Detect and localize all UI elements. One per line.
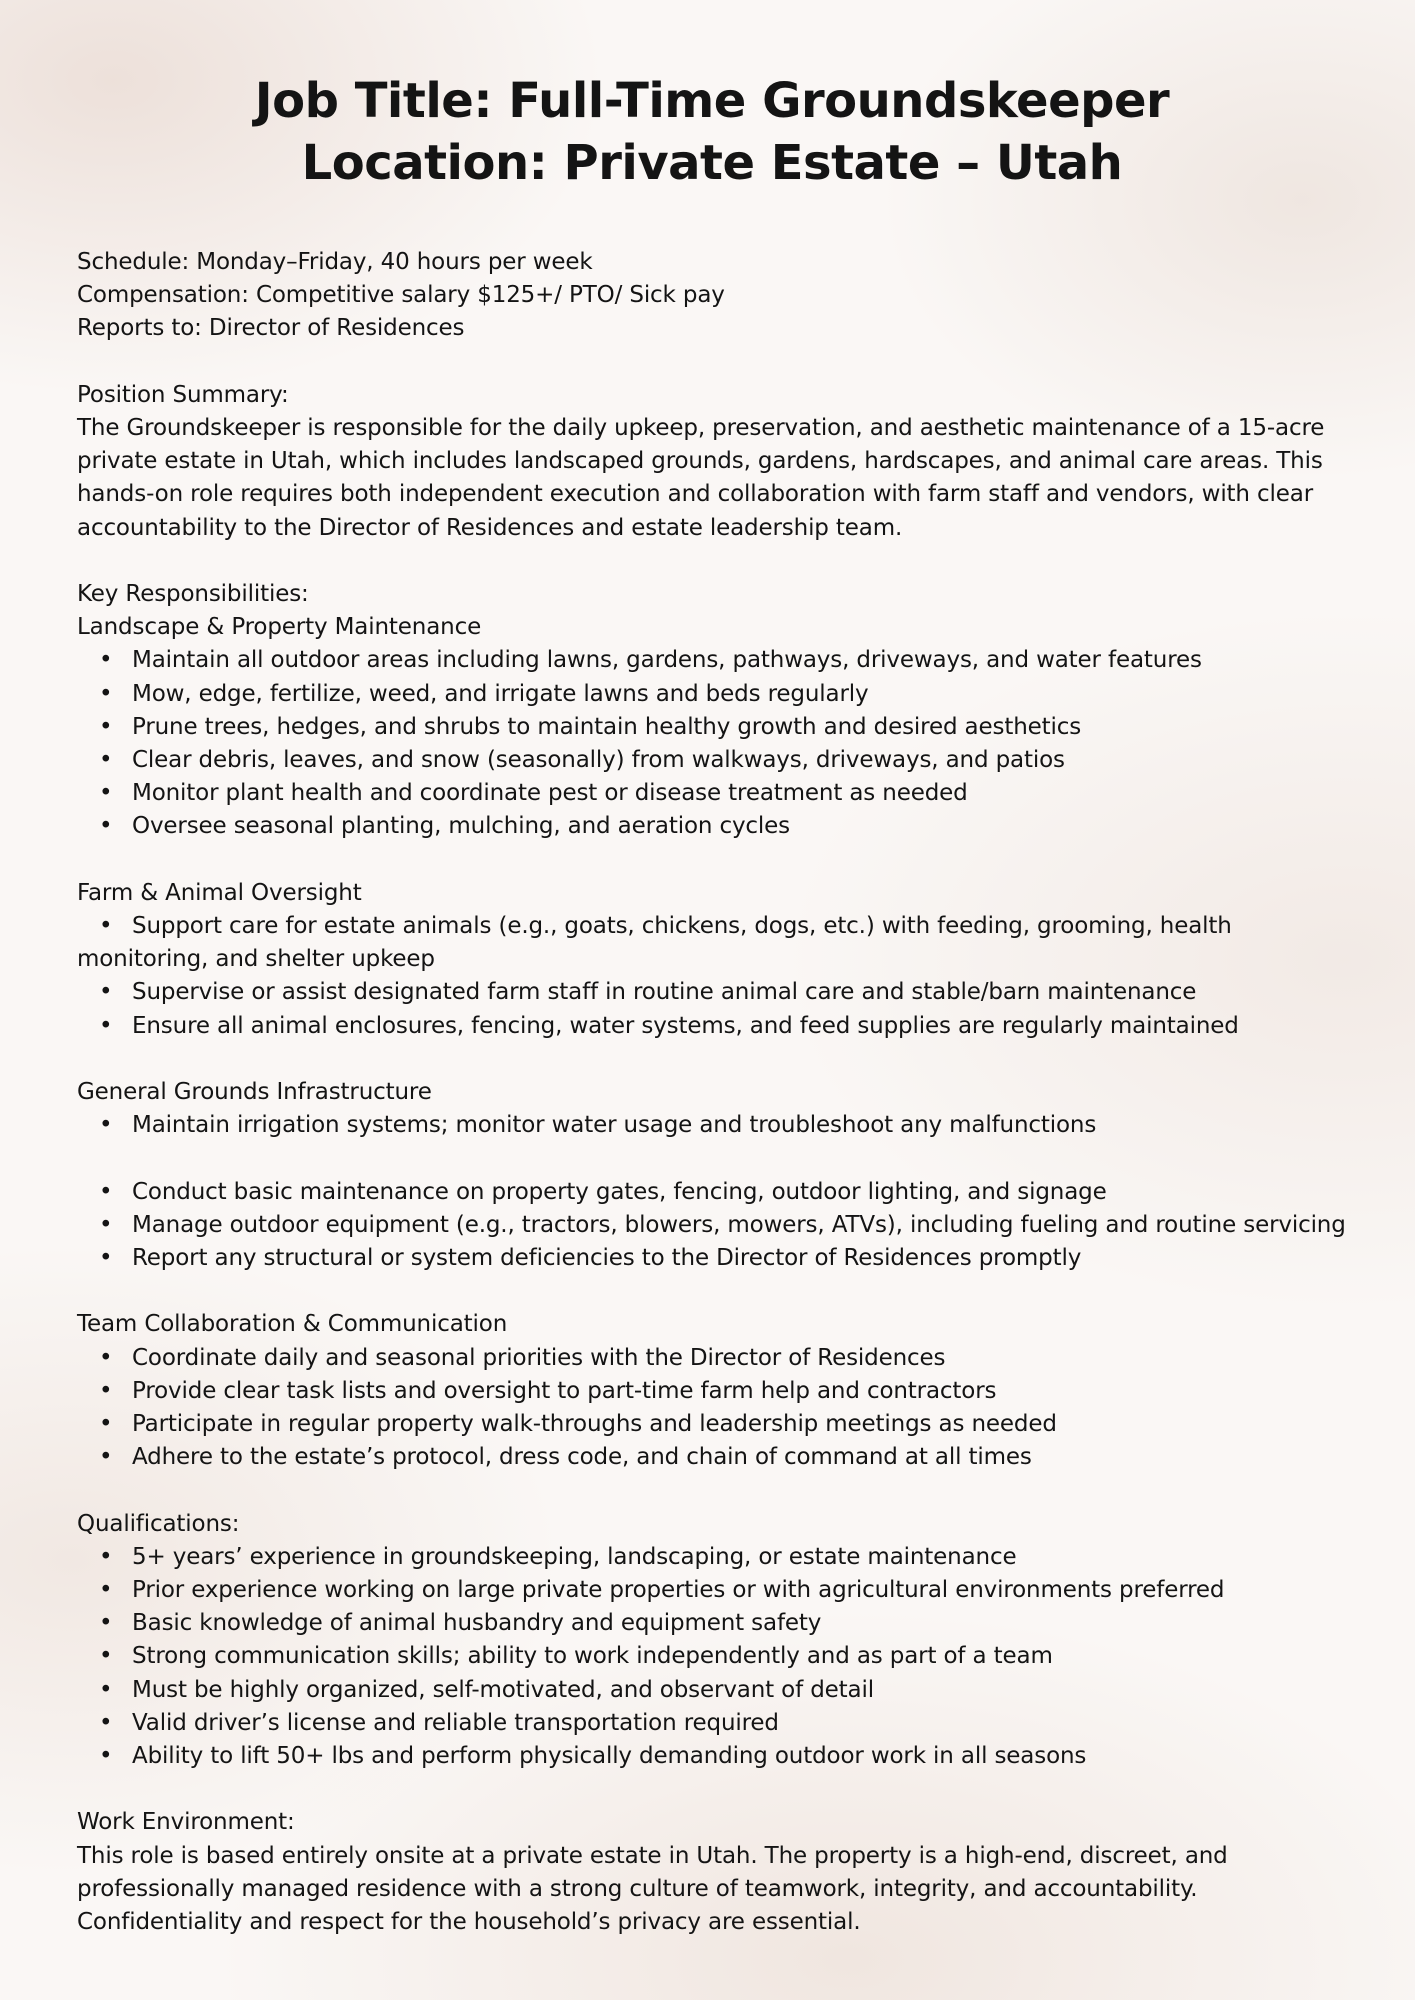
spacer bbox=[77, 545, 1347, 578]
list-item bbox=[77, 1740, 1347, 1773]
spacer bbox=[77, 1043, 1347, 1076]
bullet-icon: • bbox=[99, 1245, 113, 1272]
title-location: Location: Private Estate – Utah bbox=[301, 135, 1123, 191]
list-item-text: Support care for estate animals (e.g., goats, chickens, dogs, etc.) with feeding, grooming, health monitoring, and shelter upkeep bbox=[77, 913, 1232, 973]
spacer bbox=[77, 1275, 1347, 1308]
list-item bbox=[77, 910, 1347, 976]
bullet-icon: • bbox=[99, 979, 113, 1006]
landscape-heading: Landscape & Property Maintenance bbox=[77, 614, 482, 641]
bullet-icon: • bbox=[99, 1444, 113, 1471]
list-item-text: Strong communication skills; ability to work independently and as part of a team bbox=[132, 1643, 1053, 1670]
bullet-icon: • bbox=[99, 1709, 113, 1736]
spacer bbox=[77, 346, 1347, 379]
list-item bbox=[77, 1176, 1347, 1209]
bullet-icon: • bbox=[99, 713, 113, 740]
bullet-icon: • bbox=[99, 647, 113, 674]
bullet-icon: • bbox=[99, 1211, 113, 1238]
list-item bbox=[77, 1541, 1347, 1574]
spacer bbox=[77, 1474, 1347, 1507]
bullet-icon: • bbox=[99, 1377, 113, 1404]
responsibilities-heading: Key Responsibilities: bbox=[77, 581, 309, 607]
environment-text: This role is based entirely onsite at a private estate in Utah. The property is a high-end, discreet, and professionally managed residence with a strong culture of teamwork, integrity, and accountability. Confidentiality and respect for the household’s privacy are essential. bbox=[77, 1842, 1228, 1936]
list-item bbox=[77, 1441, 1347, 1474]
team-list bbox=[77, 1342, 1347, 1475]
bullet-icon: • bbox=[99, 813, 113, 840]
qualifications-heading: Qualifications: bbox=[77, 1510, 240, 1537]
list-item bbox=[77, 1674, 1347, 1707]
schedule-line: Schedule: Monday–Friday, 40 hours per week bbox=[77, 249, 593, 275]
list-item-text: Mow, edge, fertilize, weed, and irrigate lawns and beds regularly bbox=[132, 680, 869, 707]
bullet-icon: • bbox=[99, 1743, 113, 1770]
list-item-text: Prune trees, hedges, and shrubs to maintain healthy growth and desired aesthetics bbox=[132, 713, 1082, 740]
bullet-icon: • bbox=[99, 780, 113, 807]
list-item-text: Provide clear task lists and oversight to part-time farm help and contractors bbox=[132, 1377, 997, 1404]
qualifications-list bbox=[77, 1541, 1347, 1773]
list-item-text: Maintain all outdoor areas including lawns, gardens, pathways, driveways, and water features bbox=[132, 647, 1202, 674]
infrastructure-heading: General Grounds Infrastructure bbox=[77, 1079, 432, 1106]
list-item bbox=[77, 1707, 1347, 1740]
list-item-text: Prior experience working on large private properties or with agricultural environments preferred bbox=[132, 1577, 1225, 1604]
list-item-text: Conduct basic maintenance on property gates, fencing, outdoor lighting, and signage bbox=[132, 1178, 1107, 1205]
list-item bbox=[77, 777, 1347, 810]
team-heading: Team Collaboration & Communication bbox=[77, 1311, 508, 1338]
bullet-icon: • bbox=[99, 1112, 113, 1139]
list-item bbox=[77, 1574, 1347, 1607]
list-item bbox=[77, 1408, 1347, 1441]
page-title bbox=[77, 70, 1347, 194]
spacer bbox=[77, 1773, 1347, 1806]
list-item bbox=[77, 1209, 1347, 1242]
title-job: Job Title: Full-Time Groundskeeper bbox=[254, 73, 1170, 129]
bullet-icon: • bbox=[99, 747, 113, 774]
list-item-text: Must be highly organized, self-motivated, and observant of detail bbox=[132, 1676, 874, 1703]
list-item bbox=[77, 678, 1347, 711]
list-item-text: 5+ years’ experience in groundskeeping, landscaping, or estate maintenance bbox=[132, 1543, 1017, 1570]
list-item bbox=[77, 1109, 1347, 1142]
bullet-icon: • bbox=[99, 1012, 113, 1039]
spacer bbox=[77, 844, 1347, 877]
bullet-icon: • bbox=[99, 1676, 113, 1703]
summary-text: The Groundskeeper is responsible for the daily upkeep, preservation, and aesthetic maintenance of a 15-acre private estate in Utah, which includes landscaped grounds, gardens, hardscapes, and animal care areas. This hands-on role requires both independent execution and collaboration with farm staff and vendors, with clear accountability to the Director of Residences and estate leadership team. bbox=[77, 415, 1325, 541]
bullet-icon: • bbox=[99, 913, 113, 940]
list-item-text: Clear debris, leaves, and snow (seasonally) from walkways, driveways, and patios bbox=[132, 747, 1065, 774]
list-item-text: Supervise or assist designated farm staff in routine animal care and stable/barn maintenance bbox=[132, 979, 1197, 1006]
farm-heading: Farm & Animal Oversight bbox=[77, 879, 362, 906]
bullet-icon: • bbox=[99, 1178, 113, 1205]
list-item bbox=[77, 1342, 1347, 1375]
list-item-text: Maintain irrigation systems; monitor water usage and troubleshoot any malfunctions bbox=[132, 1112, 1097, 1139]
list-item bbox=[77, 644, 1347, 677]
environment-heading: Work Environment: bbox=[77, 1809, 295, 1836]
summary-heading: Position Summary: bbox=[77, 381, 289, 408]
bullet-icon: • bbox=[99, 1610, 113, 1637]
list-item-text: Manage outdoor equipment (e.g., tractors, blowers, mowers, ATVs), including fueling and routine servicing bbox=[132, 1211, 1346, 1238]
bullet-icon: • bbox=[99, 1344, 113, 1371]
list-item-text: Oversee seasonal planting, mulching, and aeration cycles bbox=[132, 813, 790, 840]
blank-list-line bbox=[77, 1142, 1347, 1175]
job-posting-page bbox=[77, 70, 1347, 1939]
list-item bbox=[77, 1375, 1347, 1408]
list-item bbox=[77, 810, 1347, 843]
document-body bbox=[77, 246, 1347, 1939]
list-item-text: Ability to lift 50+ lbs and perform physically demanding outdoor work in all seasons bbox=[132, 1743, 1087, 1770]
list-item-text: Report any structural or system deficiencies to the Director of Residences promptly bbox=[132, 1245, 1082, 1272]
list-item-text: Basic knowledge of animal husbandry and equipment safety bbox=[132, 1610, 822, 1637]
list-item-text: Adhere to the estate’s protocol, dress code, and chain of command at all times bbox=[132, 1444, 1032, 1471]
bullet-icon: • bbox=[99, 1543, 113, 1570]
list-item-text: Coordinate daily and seasonal priorities with the Director of Residences bbox=[132, 1344, 946, 1371]
list-item bbox=[77, 976, 1347, 1009]
list-item bbox=[77, 1010, 1347, 1043]
infrastructure-list bbox=[77, 1109, 1347, 1275]
list-item-text: Ensure all animal enclosures, fencing, water systems, and feed supplies are regularly maintained bbox=[132, 1012, 1239, 1039]
bullet-icon: • bbox=[99, 1643, 113, 1670]
list-item bbox=[77, 1242, 1347, 1275]
list-item-text: Monitor plant health and coordinate pest or disease treatment as needed bbox=[132, 780, 968, 807]
bullet-icon: • bbox=[99, 680, 113, 707]
list-item-text: Valid driver’s license and reliable transportation required bbox=[132, 1709, 779, 1736]
list-item-text: Participate in regular property walk-throughs and leadership meetings as needed bbox=[132, 1411, 1057, 1438]
bullet-icon: • bbox=[99, 1577, 113, 1604]
bullet-icon: • bbox=[99, 1411, 113, 1438]
reports-to-line: Reports to: Director of Residences bbox=[77, 315, 465, 342]
compensation-line: Compensation: Competitive salary $125+/ PTO/ Sick pay bbox=[77, 282, 725, 309]
landscape-list bbox=[77, 644, 1347, 843]
list-item bbox=[77, 1640, 1347, 1673]
list-item bbox=[77, 711, 1347, 744]
list-item bbox=[77, 744, 1347, 777]
list-item bbox=[77, 1607, 1347, 1640]
farm-list bbox=[77, 910, 1347, 1043]
